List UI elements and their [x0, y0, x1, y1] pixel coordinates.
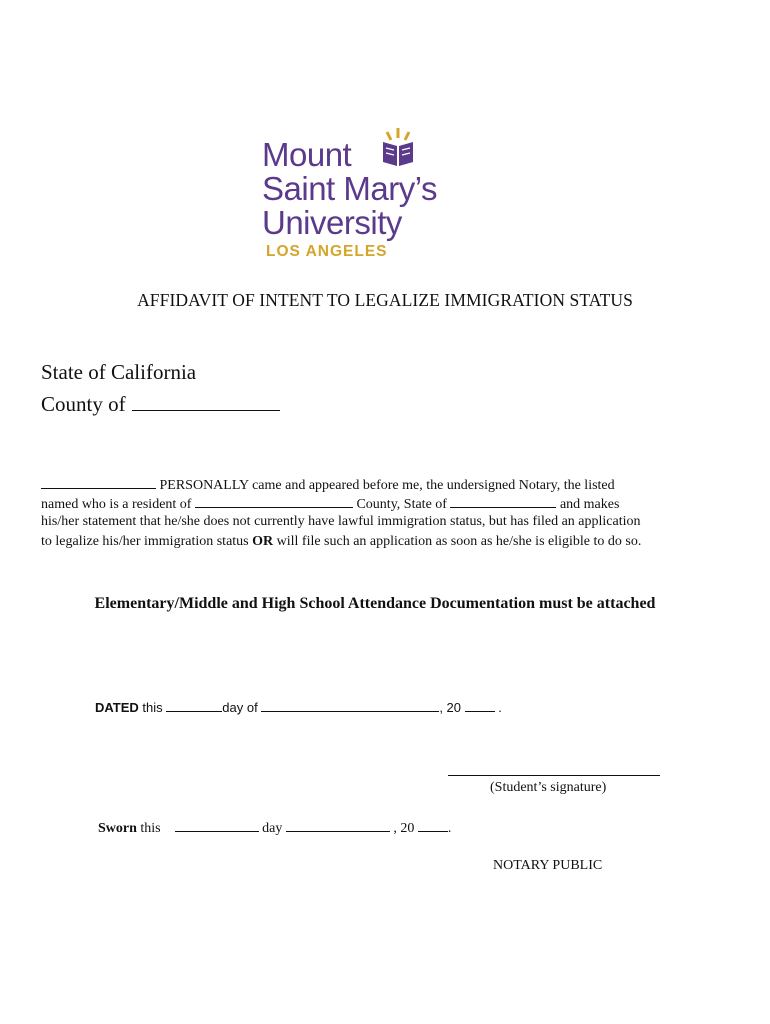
dated-month-blank[interactable] [261, 698, 439, 712]
paragraph-text: County, State of [352, 497, 451, 512]
paragraph-text: named who is a resident of [41, 497, 195, 512]
sworn-year-blank[interactable] [418, 818, 448, 832]
logo-text-saint-marys: Saint Mary’s [262, 170, 437, 207]
sworn-label: Sworn [98, 821, 137, 836]
state-label: State of California [41, 360, 197, 384]
paragraph-line-1 [41, 475, 615, 494]
dated-text: day of [222, 700, 262, 715]
county-blank[interactable] [132, 390, 280, 411]
dated-line [95, 698, 502, 715]
dated-label: DATED [95, 700, 139, 715]
sworn-text: , 20 [389, 821, 418, 836]
sworn-text: this [136, 821, 161, 836]
name-blank[interactable] [41, 475, 156, 489]
county-field [41, 390, 280, 417]
student-signature-line[interactable] [448, 765, 660, 776]
notary-public-label: NOTARY PUBLIC [493, 858, 603, 873]
university-logo [262, 128, 482, 268]
logo-text-los-angeles: LOS ANGELES [266, 243, 388, 260]
dated-text: this [138, 700, 167, 715]
sworn-text: day [258, 821, 286, 836]
paragraph-text: to legalize his/her immigration status [41, 534, 253, 549]
paragraph-line-4 [41, 534, 641, 550]
dated-text: . [494, 700, 502, 715]
document-title: AFFIDAVIT OF INTENT TO LEGALIZE IMMIGRATION STATUS [137, 290, 633, 310]
sworn-day-blank[interactable] [175, 818, 259, 832]
paragraph-text: PERSONALLY came and appeared before me, the undersigned Notary, the listed [156, 478, 615, 493]
paragraph-line-2 [41, 494, 619, 513]
logo-text-mount: Mount [262, 136, 352, 173]
resident-state-blank[interactable] [450, 494, 556, 508]
dated-day-blank[interactable] [166, 698, 222, 712]
sworn-month-blank[interactable] [286, 818, 390, 832]
paragraph-text: and makes [556, 497, 620, 512]
book-icon [381, 128, 415, 168]
sworn-text: . [447, 821, 452, 836]
dated-year-blank[interactable] [465, 698, 495, 712]
paragraph-text: will file such an application as soon as he/she is eligible to do so. [273, 534, 642, 549]
resident-county-blank[interactable] [195, 494, 353, 508]
or-emphasis: OR [252, 534, 274, 549]
sworn-line [98, 818, 451, 837]
student-signature-label: (Student’s signature) [490, 780, 607, 795]
attachment-notice: Elementary/Middle and High School Attendance Documentation must be attached [94, 595, 656, 612]
dated-text: , 20 [439, 700, 465, 715]
paragraph-line-3: his/her statement that he/she does not currently have lawful immigration status, but has filed an application [41, 514, 641, 529]
logo-text-university: University [262, 204, 402, 241]
county-label: County of [41, 392, 126, 416]
